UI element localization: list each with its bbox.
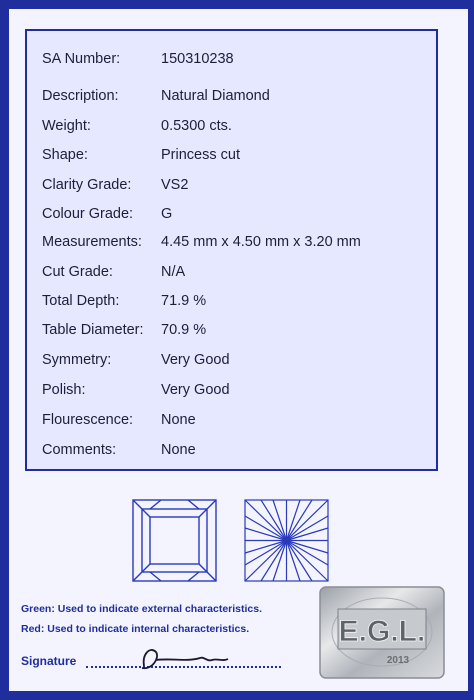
field-value: 0.5300 cts. [161,118,232,134]
field-value: Natural Diamond [161,88,270,104]
field-label: Polish: [42,382,86,398]
legend-red-text: Red: Used to indicate internal characteristics. [21,623,250,635]
field-value: 4.45 mm x 4.50 mm x 3.20 mm [161,234,361,250]
field-value: Very Good [161,352,230,368]
field-label: Description: [42,88,119,104]
field-value: 71.9 % [161,293,207,309]
field-label: Comments: [42,442,117,458]
pavilion-diagram [243,498,330,583]
seal-year: 2013 [386,655,410,666]
field-label: Shape: [42,147,88,163]
field-label: SA Number: [42,51,121,67]
signature-label: Signature [21,654,77,668]
field-label: Weight: [42,118,91,134]
field-label: Symmetry: [42,352,112,368]
field-label: Measurements: [42,234,142,250]
field-label: Colour Grade: [42,206,134,222]
field-value: VS2 [161,177,189,193]
field-value: None [161,442,196,458]
field-label: Flourescence: [42,412,134,428]
egl-hologram-seal [318,585,446,680]
signature-scribble [132,638,242,678]
field-label: Table Diameter: [42,322,144,338]
details-panel [25,29,438,471]
field-value: 70.9 % [161,322,207,338]
field-label: Clarity Grade: [42,177,132,193]
field-value: N/A [161,264,186,280]
seal-text: E.G.L. [338,615,426,648]
field-label: Total Depth: [42,293,120,309]
field-label: Cut Grade: [42,264,113,280]
field-value: None [161,412,196,428]
field-value: 150310238 [161,51,234,67]
crown-diagram [131,498,218,583]
legend-green-text: Green: Used to indicate external characteristics. [21,603,263,615]
field-value: Very Good [161,382,230,398]
field-value: Princess cut [161,147,240,163]
field-value: G [161,206,173,222]
